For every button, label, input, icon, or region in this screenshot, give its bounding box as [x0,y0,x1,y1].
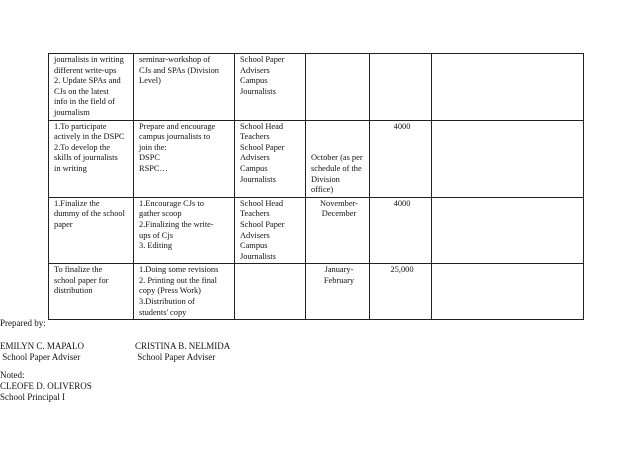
budget-cell: 4000 [370,197,432,264]
budget-cell: 25,000 [370,264,432,320]
table-row [49,54,584,121]
activities-cell: 1.Encourage CJs to gather scoop 2.Finalizing the write- ups of Cjs 3. Editing [134,197,235,264]
time-frame-cell: October (as per schedule of the Division office) [306,120,370,197]
preparer-1-title: School Paper Adviser [0,352,81,362]
preparer-1-name: EMILYN C. MAPALO [0,341,85,351]
preparer-2-title: School Paper Adviser [135,352,216,362]
table-row [49,264,584,320]
persons-involved-cell: School Head Teachers School Paper Advisers Campus Journalists [235,120,306,197]
persons-involved-cell: School Paper Advisers Campus Journalists [235,54,306,121]
time-frame-cell [306,54,370,121]
time-frame-cell: January- February [306,264,370,320]
budget-cell [370,54,432,121]
remarks-cell [432,54,584,121]
table-row [49,120,584,197]
objective-cell: 1.Finalize the dummy of the school paper [49,197,134,264]
remarks-cell [432,264,584,320]
persons-involved-cell: School Head Teachers School Paper Advisers Campus Journalists [235,197,306,264]
table-row [49,197,584,264]
principal-name: CLEOFE D. OLIVEROS [0,381,92,391]
action-plan-table [48,53,584,320]
preparer-2-name: CRISTINA B. NELMIDA [135,341,231,351]
persons-involved-cell [235,264,306,320]
prepared-by-label: Prepared by: [0,318,46,328]
time-frame-cell: November- December [306,197,370,264]
principal-title: School Principal I [0,392,65,402]
activities-cell: seminar-workshop of CJs and SPAs (Division Level) [134,54,235,121]
budget-cell: 4000 [370,120,432,197]
objective-cell: To finalize the school paper for distribution [49,264,134,320]
activities-cell: Prepare and encourage campus journalists to join the: DSPC RSPC… [134,120,235,197]
noted-label: Noted: [0,370,25,380]
activities-cell: 1.Doing some revisions 2. Printing out the final copy (Press Work) 3.Distribution of students' copy [134,264,235,320]
remarks-cell [432,120,584,197]
objective-cell: journalists in writing different write-ups 2. Update SPAs and CJs on the latest info in the field of journalism [49,54,134,121]
objective-cell: 1.To participate actively in the DSPC 2.To develop the skills of journalists in writing [49,120,134,197]
remarks-cell [432,197,584,264]
